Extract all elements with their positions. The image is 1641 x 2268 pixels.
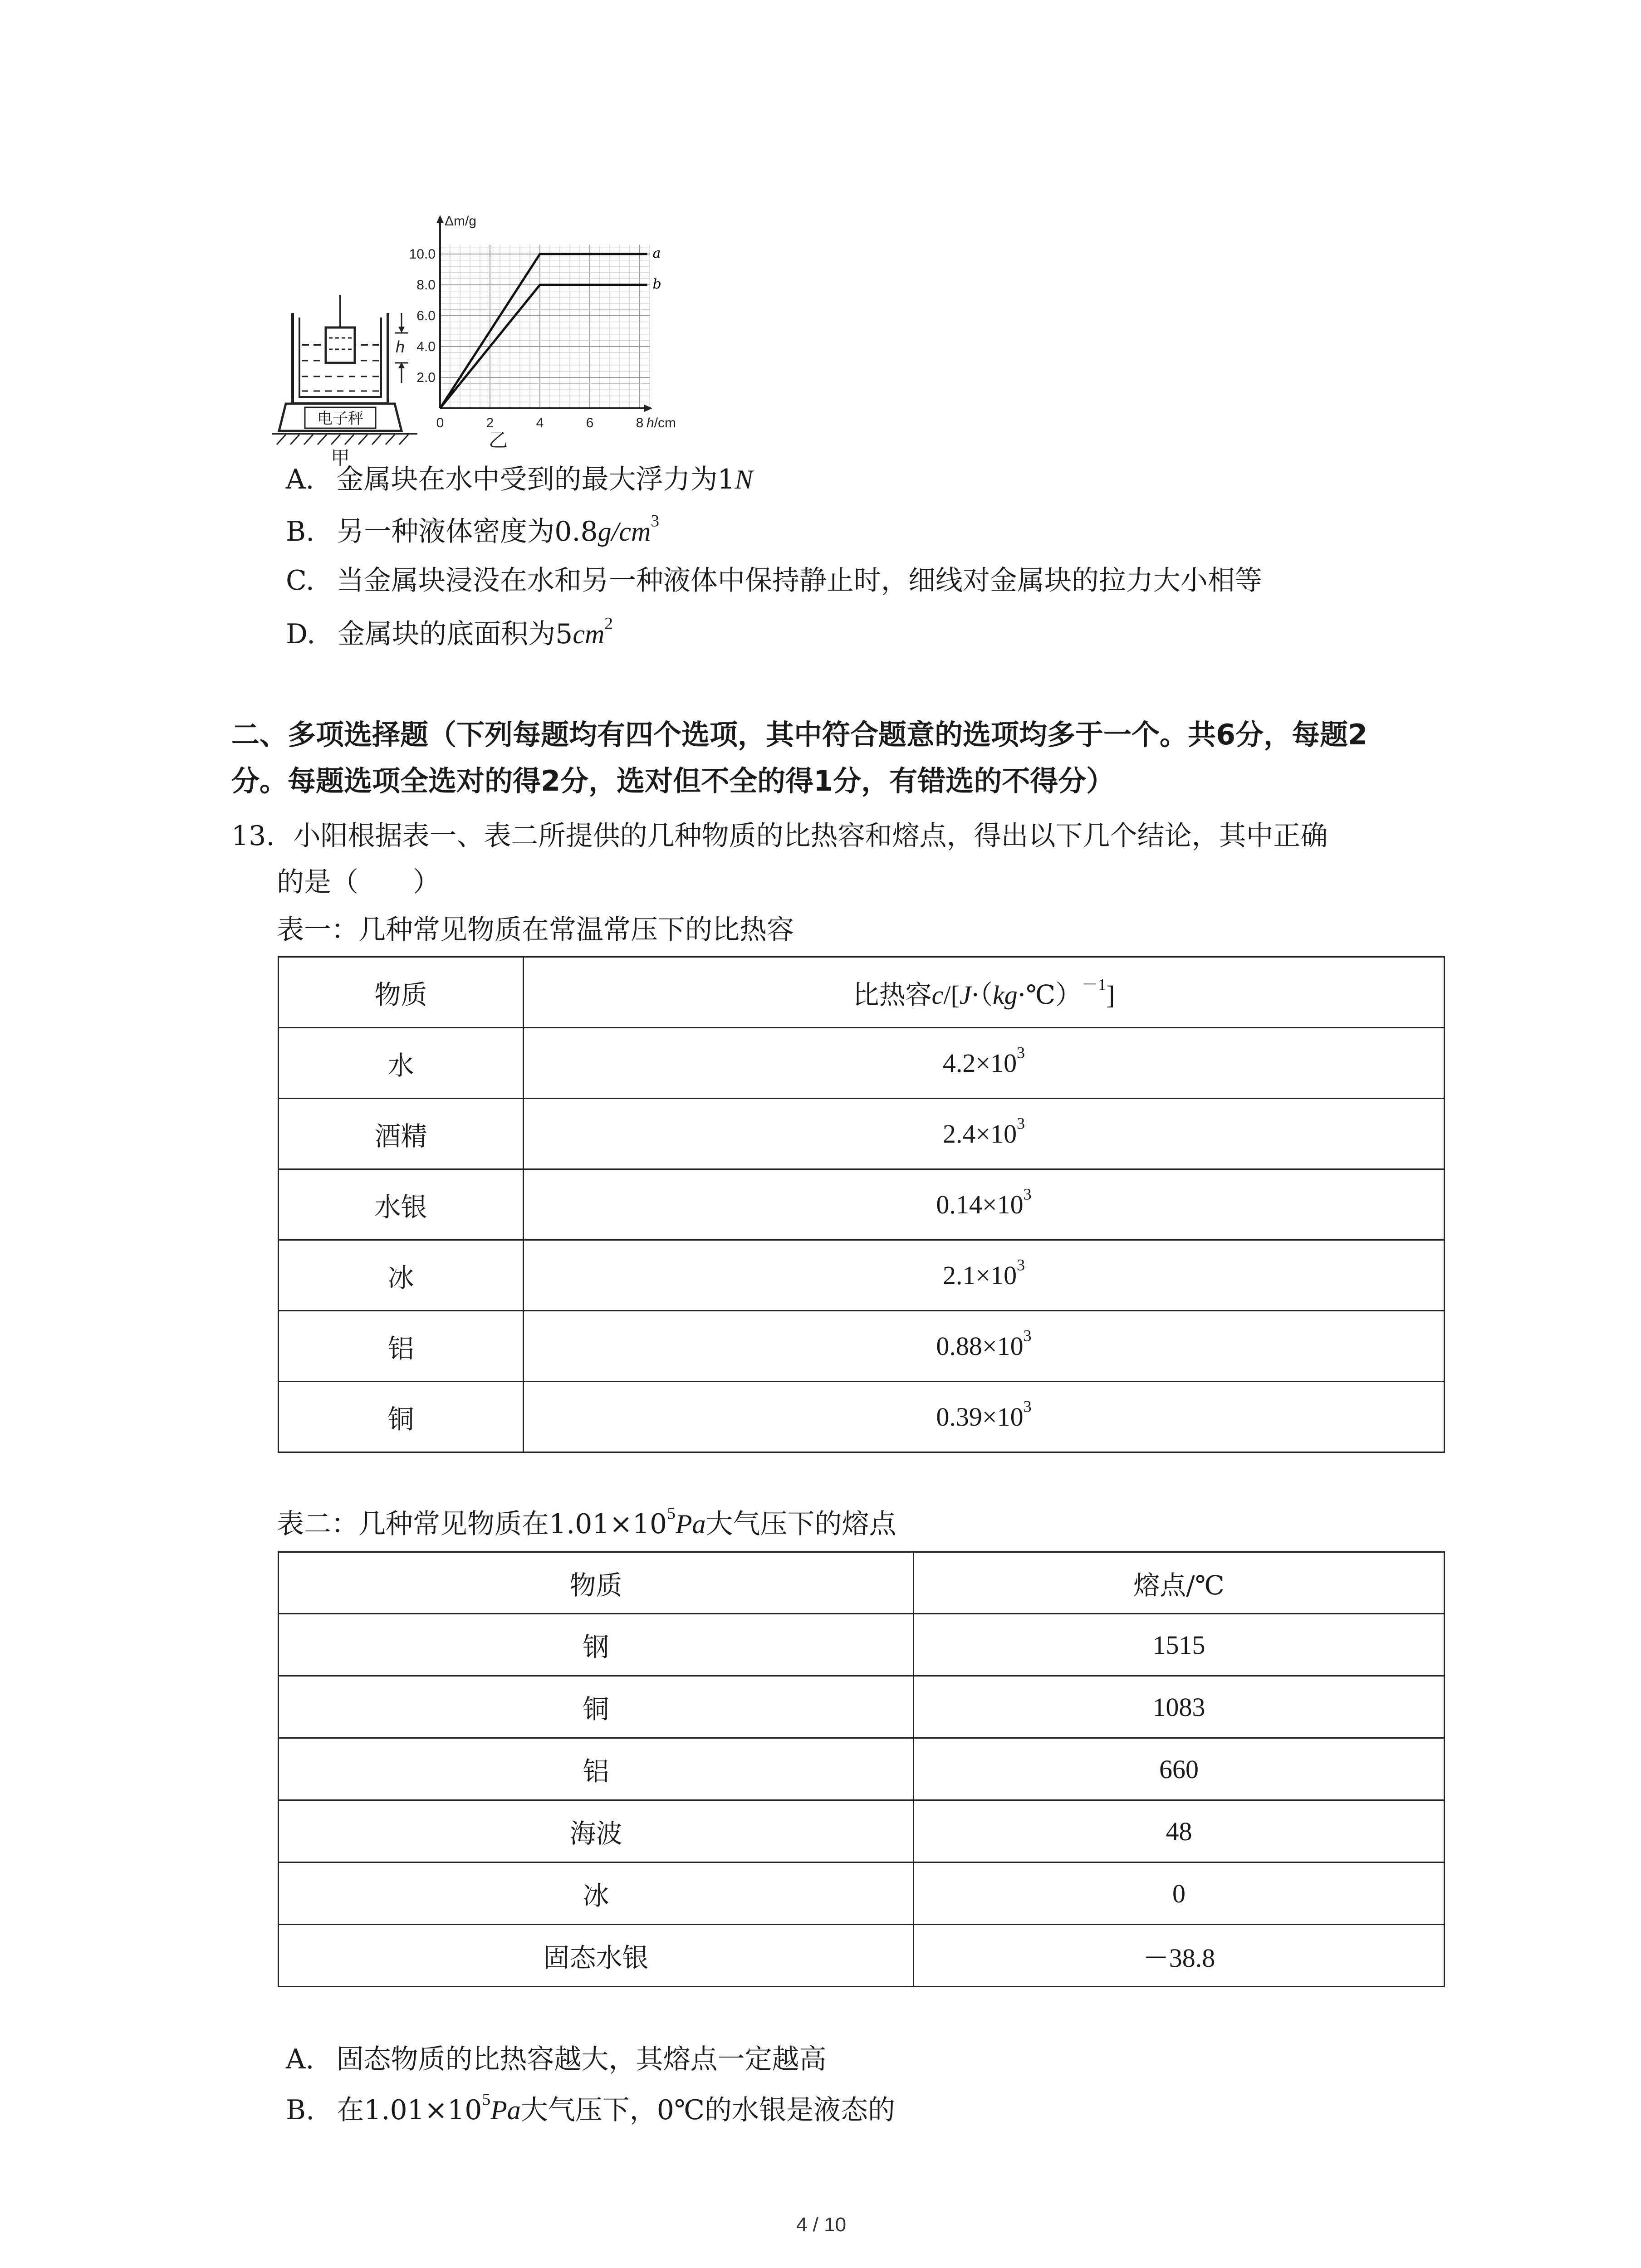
option-label: C. [286, 565, 314, 596]
q13-option-a [286, 2041, 826, 2077]
cell-value: $2.1\times 10^3$ [524, 1240, 1445, 1311]
table-row [279, 1169, 1445, 1240]
header-substance: 物质 [279, 1552, 914, 1614]
series-line-a [440, 254, 647, 408]
table2-caption: 表二：几种常见物质在$1.01\times 10^5Pa$大气压下的熔点 [277, 1504, 896, 1540]
y-tick-label: 8.0 [416, 278, 436, 293]
cell-substance: 钢 [279, 1614, 914, 1676]
cell-substance: 冰 [279, 1862, 914, 1925]
series-label: b [652, 276, 661, 292]
x-tick-label: 0 [436, 415, 444, 430]
table-row [279, 1800, 1445, 1862]
option-unit: N [735, 464, 753, 494]
option-text: 固态物质的比热容越大，其熔点一定越高 [336, 2043, 827, 2075]
cell-substance: 水银 [279, 1169, 524, 1240]
section-heading-line1: 二、多项选择题（下列每题均有四个选项，其中符合题意的选项均多于一个。共6分，每题2 [231, 718, 1368, 751]
section-heading-line2: 分。每题选项全选对的得2分，选对但不全的得1分，有错选的不得分） [231, 764, 1115, 797]
table-row [279, 1240, 1445, 1311]
cell-substance: 酒精 [279, 1099, 524, 1169]
cell-value: 48 [914, 1800, 1445, 1862]
table-row [279, 1925, 1445, 1987]
cell-value: $0.14\times 10^3$ [524, 1169, 1445, 1240]
cell-value: $0.88\times 10^3$ [524, 1311, 1445, 1382]
table-header-row [279, 957, 1445, 1028]
cell-value: 1083 [914, 1676, 1445, 1738]
y-tick-label: 4.0 [416, 339, 436, 354]
x-tick-label: 4 [536, 415, 544, 430]
header-specific-heat: 比热容c/[J·（kg·℃）$^{-1}$] [524, 957, 1445, 1028]
header-substance: 物质 [279, 957, 524, 1028]
q12-option-b [286, 513, 659, 550]
option-exponent: 3 [651, 512, 659, 531]
option-text: 当金属块浸没在水和另一种液体中保持静止时，细线对金属块的拉力大小相等 [336, 565, 1262, 596]
option-text: 在$1.01\times 10^5Pa$大气压下，0℃的水银是液态的 [337, 2090, 896, 2126]
option-unit: cm [573, 619, 605, 649]
question-stem: 小阳根据表一、表二所提供的几种物质的比热容和熔点，得出以下几个结论，其中正确 [293, 820, 1328, 852]
cell-value: $4.2\times 10^3$ [524, 1028, 1445, 1099]
scale-label: 电子秤 [317, 410, 363, 427]
cell-substance: 铜 [279, 1676, 914, 1738]
cell-value: $0.39\times 10^3$ [524, 1382, 1445, 1452]
option-exponent: 2 [604, 614, 613, 633]
cell-substance: 海波 [279, 1800, 914, 1862]
cell-value: －38.8 [914, 1925, 1445, 1987]
cell-value: 0 [914, 1862, 1445, 1925]
cell-substance: 冰 [279, 1240, 524, 1311]
specific-heat-table [278, 956, 1445, 1453]
question-number: 13. [231, 820, 275, 852]
cell-substance: 水 [279, 1028, 524, 1099]
table1-caption: 表一：几种常见物质在常温常压下的比热容 [277, 914, 794, 946]
option-label: D. [286, 618, 316, 650]
mass-height-chart [390, 206, 681, 454]
cell-substance: 铝 [279, 1311, 524, 1382]
option-label: B. [286, 516, 315, 547]
header-melting-point: 熔点/℃ [914, 1552, 1445, 1614]
q13-stem-line2: 的是（ ） [277, 866, 440, 898]
cell-substance: 铜 [279, 1382, 524, 1452]
cell-value: $2.4\times 10^3$ [524, 1099, 1445, 1169]
y-axis-label: Δm/g [445, 214, 477, 229]
table-header-row [279, 1552, 1445, 1614]
melting-point-table [278, 1551, 1445, 1987]
figure-right-label: 乙 [488, 430, 508, 451]
option-text: 金属块在水中受到的最大浮力为1 [336, 464, 735, 495]
x-tick-label: 6 [586, 415, 594, 430]
table-row [279, 1738, 1445, 1800]
page-number: 4 / 10 [796, 2214, 847, 2236]
q12-option-c [286, 562, 1262, 599]
x-axis-label: h/cm [647, 415, 676, 430]
table-row [279, 1311, 1445, 1382]
cell-substance: 固态水银 [279, 1925, 914, 1987]
y-tick-label: 6.0 [416, 308, 436, 323]
x-tick-label: 8 [636, 415, 644, 430]
q12-option-d [286, 616, 613, 652]
x-tick-label: 2 [486, 415, 494, 430]
table-row [279, 1099, 1445, 1169]
series-label: a [652, 245, 661, 261]
option-text: 另一种液体密度为0.8 [337, 516, 598, 547]
q13-option-b [286, 2092, 895, 2128]
option-label: A. [286, 464, 314, 495]
h-label: h [396, 337, 405, 356]
table-row [279, 1614, 1445, 1676]
cell-value: 1515 [914, 1614, 1445, 1676]
figure-left-label: 甲 [330, 447, 350, 467]
table-row [279, 1382, 1445, 1452]
table-row [279, 1676, 1445, 1738]
y-tick-label: 2.0 [416, 370, 436, 385]
q12-option-a [286, 461, 753, 498]
option-unit: g/cm [598, 517, 651, 547]
option-label: A. [286, 2043, 314, 2075]
option-label: B. [286, 2094, 315, 2126]
y-tick-label: 10.0 [409, 247, 436, 262]
table-row [279, 1028, 1445, 1099]
option-text: 金属块的底面积为5 [338, 618, 573, 650]
cell-substance: 铝 [279, 1738, 914, 1800]
q13-stem-line1 [231, 818, 1328, 854]
table-row [279, 1862, 1445, 1925]
cell-value: 660 [914, 1738, 1445, 1800]
